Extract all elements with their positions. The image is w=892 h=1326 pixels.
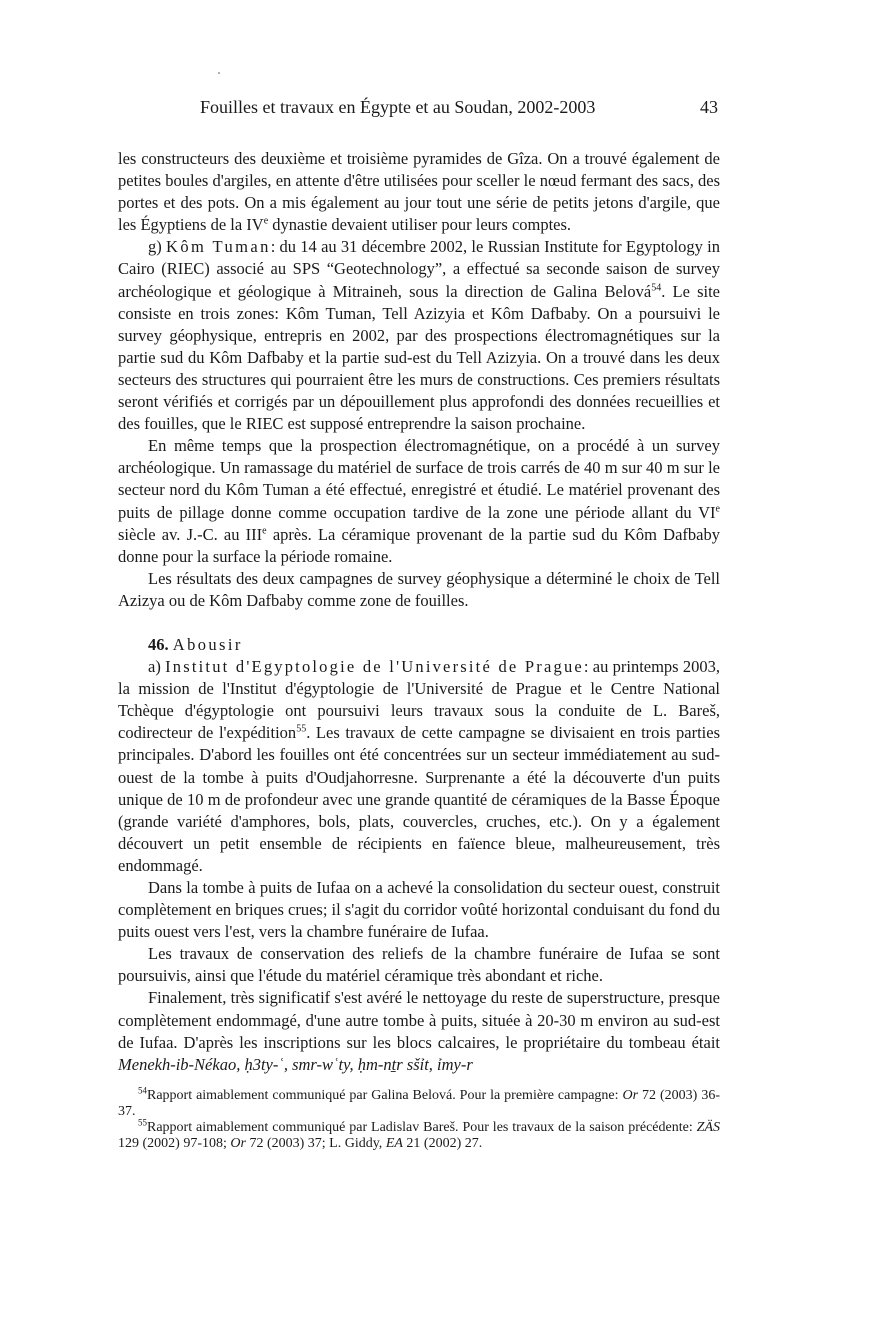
text-run: dynastie devaient utiliser pour leurs comptes. — [268, 215, 572, 235]
journal-abbrev: Or — [622, 1088, 639, 1103]
text-run: Rapport aimablement communiqué par Galina Belová. Pour la première campagne: — [147, 1088, 623, 1103]
text-run: . Les travaux de cette campagne se divisaient en trois parties principales. D'abord les fouilles ont été concentrées sur un secteur immédiatement au sud-ouest de la tombe à puits d'Oudjahorresne. Surprenante a été la découverte d'un puits unique de 10 m de profondeur avec une grande quantité de céramiques de la Basse Époque (grande variété d'amphores, bols, plats, couvercles, cruches, etc.). On y a également découvert un petit ensemble de récipients en faïence bleue, malheureusement, très endommagé. — [118, 723, 720, 875]
footnote-ref[interactable]: 54 — [651, 282, 662, 294]
item-label: g) — [148, 237, 166, 257]
text-run: 72 (2003) 36-37. — [118, 1088, 720, 1119]
text-run: Finalement, très significatif s'est avéré le nettoyage du reste de superstructure, presque complètement endommagé, d'une autre tombe à puits, située à 20-30 m environ au sud-est de Iufaa. D'après les inscriptions sur les blocs calcaires, le propriétaire du tombeau était — [118, 988, 720, 1052]
journal-abbrev: EA — [385, 1136, 403, 1151]
text-run: après. La céramique provenant de la partie sud du Kôm Dafbaby donne pour la surface la période romaine. — [118, 524, 720, 566]
body-text — [118, 148, 720, 1076]
paragraph — [118, 656, 720, 877]
superscript: e — [262, 525, 267, 537]
footnote-number: 54 — [138, 1085, 147, 1096]
paragraph: Dans la tombe à puits de Iufaa on a achevé la consolidation du secteur ouest, construit complètement en briques crues; il s'agit du corridor voûté horizontal conduisant du fond du puits ouest vers l'est, vers la chambre funéraire de Iufaa. — [118, 878, 720, 942]
site-name: Kôm Tuman — [166, 237, 271, 257]
text-run: les constructeurs des deuxième et troisième pyramides de Gîza. On a trouvé également de petites boules d'argiles, en attente d'être utilisées pour sceller le nœud fermant des sacs, des portes et des pots. On a mis également au jour tout une série de petits jetons d'argile, que les Égyptiens de la IV — [118, 149, 720, 235]
superscript: e — [263, 215, 269, 227]
paragraph: Les travaux de conservation des reliefs de la chambre funéraire de Iufaa se sont poursuivis, ainsi que l'étude du matériel céramique très abondant et riche. — [118, 944, 720, 986]
footnotes — [118, 1085, 720, 1152]
page-number: 43 — [700, 97, 718, 117]
text-run: 72 (2003) 37; L. Giddy, — [245, 1136, 386, 1151]
institution-name: Institut d'Egyptologie de l'Université de Prague — [165, 657, 584, 677]
running-title: Fouilles et travaux en Égypte et au Soudan, 2002-2003 — [200, 97, 596, 117]
section-number: 46. — [148, 634, 169, 654]
footnote-55 — [118, 1117, 720, 1152]
paragraph — [118, 435, 720, 568]
paragraph — [118, 148, 720, 236]
paragraph — [118, 236, 720, 435]
section-heading — [118, 634, 720, 656]
journal-abbrev: Or — [230, 1136, 246, 1151]
footnote-ref[interactable]: 55 — [296, 723, 307, 735]
footnote-54 — [118, 1085, 720, 1120]
journal-abbrev: ZÄS — [696, 1120, 720, 1135]
text-run: 129 (2002) 97-108; — [118, 1136, 231, 1151]
superscript: e — [715, 503, 720, 514]
text-run: siècle av. J.-C. au III — [118, 524, 263, 544]
text-run: Rapport aimablement communiqué par Ladislav Bareš. Pour les travaux de la saison précédente: — [147, 1120, 697, 1135]
transliteration: Menekh-ib-Nékao, ḥ3ty-ʿ, smr-wʿty, ḥm-nṯr sšỉt, ỉmy-r — [118, 1054, 473, 1074]
footnote-number: 55 — [138, 1117, 147, 1128]
text-run: 21 (2002) 27. — [402, 1136, 483, 1151]
text-run: . Le site consiste en trois zones: Kôm Tuman, Tell Azizyia et Kôm Dafbaby. On a poursuivi le survey géophysique, entrepris en 2002, par des prospections électromagnétiques sur la partie sud du Kôm Dafbaby et la partie sud-est du Tell Azizyia. On a trouvé dans les deux secteurs des structures qui pourraient être les murs de constructions. Ces premiers résultats seront vérifiés et corrigés par un dépouillement plus approfondi des données recueillies et des fouilles, que le RIEC est supposé entreprendre la saison prochaine. — [118, 281, 720, 434]
text-run: : du 14 au 31 décembre 2002, le Russian Institute for Egyptology in Cairo (RIEC) associé au SPS “Geotechnology”, a effectué sa seconde saison de survey archéologique et géologique à Mitraineh, sous la direction de Galina Belová — [118, 237, 720, 301]
text-run: : au printemps 2003, la mission de l'Institut d'égyptologie de l'Université de Prague et le Centre National Tchèque d'égyptologie ont poursuivi leurs travaux sous la conduite de L. Bareš, codirecteur de l'expédition — [118, 657, 720, 743]
section-title: Abousir — [172, 634, 243, 654]
item-label: a) — [148, 657, 166, 677]
scan-speck — [218, 72, 220, 74]
paragraph: Les résultats des deux campagnes de survey géophysique a déterminé le choix de Tell Azizya ou de Kôm Dafbaby comme zone de fouilles. — [118, 568, 720, 610]
paragraph — [118, 987, 720, 1075]
text-run: En même temps que la prospection électromagnétique, on a procédé à un survey archéologique. Un ramassage du matériel de surface de trois carrés de 40 m sur 40 m sur le secteur nord du Kôm Tuman a été effectué, enregistré et étudié. Le matériel provenant des puits de pillage donne comme occupation tardive de la zone une période allant du VI — [118, 436, 720, 522]
